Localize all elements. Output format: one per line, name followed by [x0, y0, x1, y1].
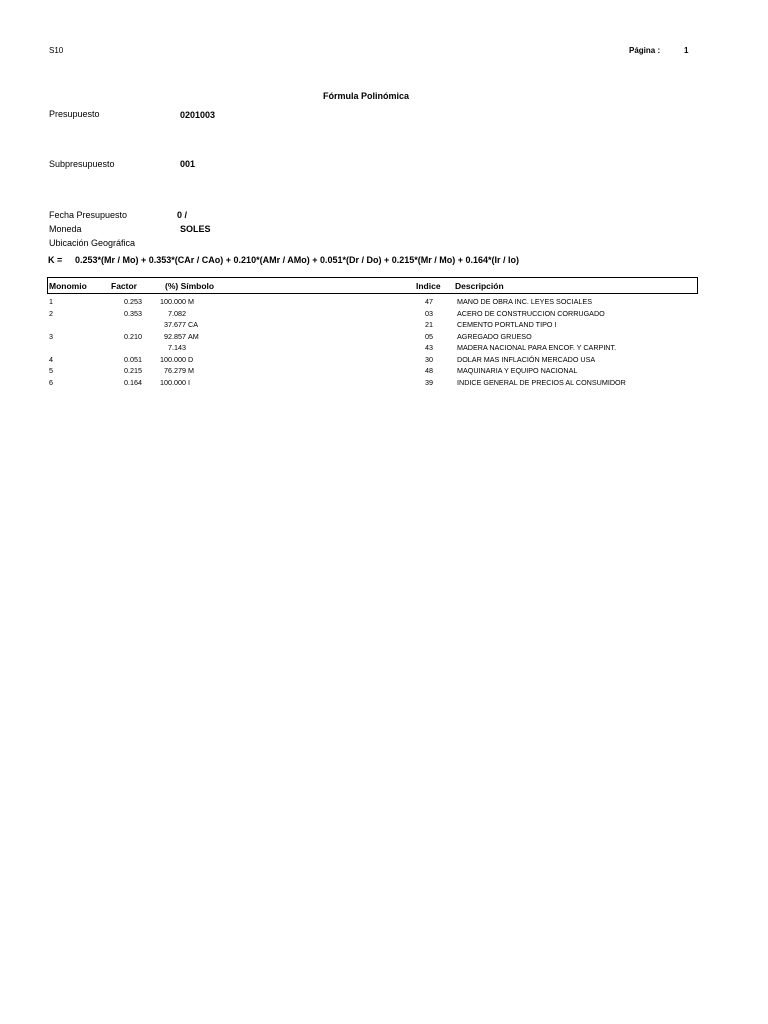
- formula-expression: 0.253*(Mr / Mo) + 0.353*(CAr / CAo) + 0.210*(AMr / AMo) + 0.051*(Dr / Do) + 0.215*(Mr / Mo) + 0.164*(Ir / Io): [75, 255, 520, 265]
- cell-simbolo: I: [188, 377, 190, 387]
- header-pct-simbolo: (%) Símbolo: [165, 281, 215, 291]
- presupuesto-value: 0201003: [180, 110, 216, 120]
- cell-simbolo: M: [188, 297, 194, 306]
- presupuesto-label: Presupuesto: [49, 109, 100, 119]
- cell-indice: 05: [425, 331, 433, 341]
- cell-descripcion: DOLAR MAS INFLACIÓN MERCADO USA: [457, 354, 596, 364]
- cell-monomio: 6: [49, 377, 53, 387]
- cell-pct: 7.082: [168, 308, 186, 318]
- cell-descripcion: MANO DE OBRA INC. LEYES SOCIALES: [457, 297, 593, 306]
- cell-factor: 0.353: [124, 308, 142, 318]
- table-header-box: [47, 277, 698, 294]
- system-label: S10: [49, 46, 64, 55]
- cell-monomio: 2: [49, 308, 53, 318]
- formula-prefix: K =: [48, 255, 63, 265]
- cell-indice: 39: [425, 377, 433, 387]
- cell-monomio: 3: [49, 331, 53, 341]
- cell-descripcion: CEMENTO PORTLAND TIPO I: [457, 320, 557, 329]
- subpresupuesto-label: Subpresupuesto: [49, 159, 115, 169]
- cell-pct: 92.857: [164, 331, 186, 341]
- cell-simbolo: CA: [188, 320, 198, 329]
- cell-descripcion: MAQUINARIA Y EQUIPO NACIONAL: [457, 366, 578, 375]
- moneda-value: SOLES: [180, 224, 211, 234]
- fecha-value: 0 /: [177, 210, 188, 220]
- cell-indice: 43: [425, 343, 433, 352]
- cell-monomio: 4: [49, 354, 53, 364]
- cell-pct: 37.677: [164, 320, 186, 329]
- cell-pct: 76.279: [164, 366, 186, 375]
- cell-pct: 100.000: [160, 297, 186, 306]
- header-factor: Factor: [111, 281, 137, 291]
- cell-simbolo: D: [188, 354, 194, 364]
- formula-line: [48, 255, 519, 265]
- fecha-label: Fecha Presupuesto: [49, 210, 128, 220]
- report-title: Fórmula Polinómica: [322, 91, 409, 101]
- cell-indice: 03: [425, 308, 433, 318]
- cell-simbolo: M: [188, 366, 194, 375]
- page-number: 1: [684, 46, 689, 55]
- page-label: Página :: [629, 46, 661, 55]
- cell-factor: 0.164: [124, 377, 142, 387]
- moneda-label: Moneda: [49, 224, 82, 234]
- cell-descripcion: INDICE GENERAL DE PRECIOS AL CONSUMIDOR: [457, 377, 626, 387]
- cell-indice: 48: [425, 366, 433, 375]
- cell-factor: 0.210: [124, 331, 142, 341]
- cell-indice: 21: [425, 320, 433, 329]
- ubicacion-label: Ubicación Geográfica: [49, 238, 136, 248]
- cell-pct: 100.000: [160, 377, 186, 387]
- cell-monomio: 1: [49, 297, 53, 306]
- cell-descripcion: MADERA NACIONAL PARA ENCOF. Y CARPINT.: [457, 343, 617, 352]
- cell-descripcion: ACERO DE CONSTRUCCION CORRUGADO: [457, 308, 605, 318]
- header-monomio: Monomio: [49, 281, 87, 291]
- cell-factor: 0.215: [124, 366, 142, 375]
- cell-indice: 47: [425, 297, 433, 306]
- header-descripcion: Descripción: [455, 281, 504, 291]
- cell-indice: 30: [425, 354, 433, 364]
- header-indice: Indice: [416, 281, 441, 291]
- cell-simbolo: AM: [188, 331, 199, 341]
- cell-pct: 7.143: [168, 343, 186, 352]
- cell-pct: 100.000: [160, 354, 186, 364]
- subpresupuesto-value: 001: [180, 159, 196, 169]
- cell-descripcion: AGREGADO GRUESO: [457, 331, 532, 341]
- cell-factor: 0.253: [124, 297, 142, 306]
- cell-factor: 0.051: [124, 354, 142, 364]
- cell-monomio: 5: [49, 366, 53, 375]
